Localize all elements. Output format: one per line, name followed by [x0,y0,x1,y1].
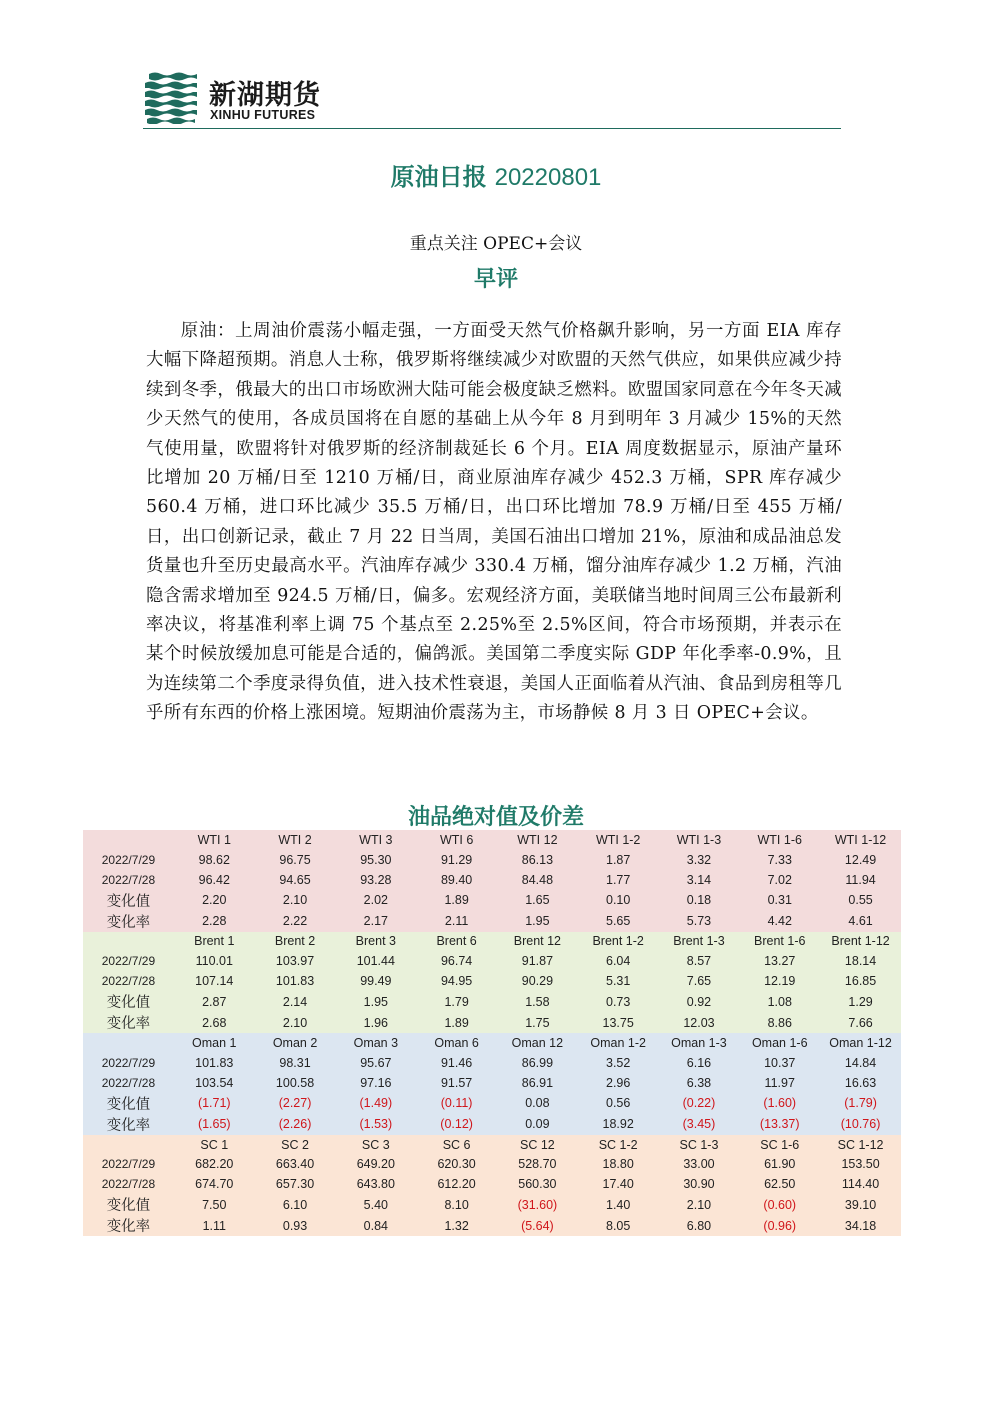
table-cell: 2.10 [659,1194,740,1215]
table-cell: (0.96) [739,1215,820,1236]
row-label: 变化值 [83,1093,174,1114]
table-cell: 18.80 [578,1154,659,1174]
report-title [0,157,992,192]
table-cell: 12.19 [739,971,820,991]
table-cell: 643.80 [335,1174,416,1194]
table-cell: 5.65 [578,911,659,932]
table-cell: 3.14 [659,870,740,890]
table-cell: 103.97 [255,951,336,971]
table-row [83,1073,901,1093]
table-cell: 2.10 [255,1012,336,1033]
table-cell: 98.31 [255,1053,336,1073]
table-row [83,1093,901,1114]
row-label: 变化值 [83,991,174,1012]
column-header: WTI 1-2 [578,830,659,850]
column-header: SC 1-6 [739,1135,820,1155]
column-header: Oman 6 [416,1033,497,1053]
table-cell: 8.05 [578,1215,659,1236]
table-cell: (10.76) [820,1114,901,1135]
table-cell: 91.57 [416,1073,497,1093]
column-header: SC 3 [335,1135,416,1155]
header-blank-cell [83,932,174,952]
table-cell: 110.01 [174,951,255,971]
table-cell: 1.89 [416,1012,497,1033]
table-cell: 84.48 [497,870,578,890]
price-table-heading: 油品绝对值及价差 [407,804,584,830]
table-cell: 1.96 [335,1012,416,1033]
table-cell: 98.62 [174,850,255,870]
logo-english-name: XINHU FUTURES [210,108,316,122]
table-cell: 1.32 [416,1215,497,1236]
oman-header-row [83,1033,901,1053]
header-blank-cell [83,830,174,850]
table-cell: (0.11) [416,1093,497,1114]
column-header: Brent 1-3 [659,932,740,952]
table-cell: 0.84 [335,1215,416,1236]
column-header: WTI 1 [174,830,255,850]
table-cell: (2.26) [255,1114,336,1135]
column-header: Brent 1-12 [820,932,901,952]
row-label: 2022/7/28 [83,870,174,890]
column-header: Oman 1-2 [578,1033,659,1053]
column-header: Brent 3 [335,932,416,952]
table-cell: 86.13 [497,850,578,870]
table-row [83,890,901,911]
column-header: Oman 2 [255,1033,336,1053]
column-header: SC 6 [416,1135,497,1155]
column-header: WTI 3 [335,830,416,850]
wti-header-row [83,830,901,850]
table-row [83,1194,901,1215]
table-cell: 94.65 [255,870,336,890]
table-cell: (31.60) [497,1194,578,1215]
column-header: WTI 12 [497,830,578,850]
table-cell: 7.66 [820,1012,901,1033]
table-cell: 91.87 [497,951,578,971]
table-cell: 4.42 [739,911,820,932]
table-cell: 86.91 [497,1073,578,1093]
report-title-date: 20220801 [494,164,602,191]
row-label: 变化率 [83,911,174,932]
column-header: Brent 1-6 [739,932,820,952]
logo-chinese-name: 新湖期货 [209,80,321,111]
table-cell: 14.84 [820,1053,901,1073]
table-cell: (0.12) [416,1114,497,1135]
table-cell: 1.79 [416,991,497,1012]
table-cell: 7.33 [739,850,820,870]
table-cell: 620.30 [416,1154,497,1174]
table-cell: 0.18 [659,890,740,911]
table-cell: 0.55 [820,890,901,911]
column-header: Oman 1-12 [820,1033,901,1053]
table-cell: (1.60) [739,1093,820,1114]
table-cell: 528.70 [497,1154,578,1174]
table-cell: 2.96 [578,1073,659,1093]
table-cell: (2.27) [255,1093,336,1114]
table-cell: (1.53) [335,1114,416,1135]
sc-header-row [83,1135,901,1155]
column-header: SC 1-3 [659,1135,740,1155]
table-cell: 5.73 [659,911,740,932]
table-cell: 8.86 [739,1012,820,1033]
table-cell: 12.49 [820,850,901,870]
table-cell: 0.93 [255,1215,336,1236]
column-header: Brent 12 [497,932,578,952]
table-cell: 1.65 [497,890,578,911]
table-cell: 1.87 [578,850,659,870]
table-cell: 2.10 [255,890,336,911]
table-cell: 13.27 [739,951,820,971]
table-row [83,971,901,991]
column-header: Oman 12 [497,1033,578,1053]
table-cell: 2.87 [174,991,255,1012]
table-cell: 6.04 [578,951,659,971]
row-label: 2022/7/28 [83,971,174,991]
table-cell: 0.73 [578,991,659,1012]
table-cell: 95.67 [335,1053,416,1073]
table-cell: (1.49) [335,1093,416,1114]
header-blank-cell [83,1033,174,1053]
table-cell: 6.38 [659,1073,740,1093]
table-row [83,991,901,1012]
table-cell: 91.46 [416,1053,497,1073]
brent-header-row [83,932,901,952]
table-cell: 99.49 [335,971,416,991]
table-cell: 2.20 [174,890,255,911]
table-cell: 7.02 [739,870,820,890]
column-header: SC 2 [255,1135,336,1155]
table-cell: 649.20 [335,1154,416,1174]
row-label: 变化率 [83,1012,174,1033]
table-cell: 107.14 [174,971,255,991]
table-cell: 97.16 [335,1073,416,1093]
table-cell: 0.10 [578,890,659,911]
column-header: Oman 1 [174,1033,255,1053]
table-cell: 0.31 [739,890,820,911]
table-cell: 6.16 [659,1053,740,1073]
table-cell: 11.97 [739,1073,820,1093]
table-cell: 1.11 [174,1215,255,1236]
table-cell: 13.75 [578,1012,659,1033]
table-cell: 2.22 [255,911,336,932]
table-cell: 61.90 [739,1154,820,1174]
table-cell: (1.71) [174,1093,255,1114]
column-header: SC 1-2 [578,1135,659,1155]
table-cell: 34.18 [820,1215,901,1236]
table-cell: 101.83 [174,1053,255,1073]
table-cell: 153.50 [820,1154,901,1174]
table-cell: 90.29 [497,971,578,991]
table-cell: 18.14 [820,951,901,971]
table-cell: 5.40 [335,1194,416,1215]
table-row [83,1114,901,1135]
table-cell: 7.65 [659,971,740,991]
column-header: Brent 2 [255,932,336,952]
table-cell: 95.30 [335,850,416,870]
table-cell: 682.20 [174,1154,255,1174]
table-cell: 0.08 [497,1093,578,1114]
table-cell: 39.10 [820,1194,901,1215]
row-label: 变化值 [83,890,174,911]
table-cell: 6.80 [659,1215,740,1236]
table-cell: 2.11 [416,911,497,932]
column-header: WTI 2 [255,830,336,850]
column-header: Brent 6 [416,932,497,952]
table-cell: 1.95 [497,911,578,932]
column-header: SC 1-12 [820,1135,901,1155]
table-cell: 2.28 [174,911,255,932]
table-cell: (1.65) [174,1114,255,1135]
table-cell: 1.29 [820,991,901,1012]
column-header: SC 1 [174,1135,255,1155]
row-label: 2022/7/29 [83,1154,174,1174]
table-row [83,1053,901,1073]
table-cell: 12.03 [659,1012,740,1033]
table-cell: 1.75 [497,1012,578,1033]
header-divider [143,128,841,129]
column-header: Brent 1-2 [578,932,659,952]
table-cell: 0.09 [497,1114,578,1135]
table-cell: 96.75 [255,850,336,870]
company-logo [143,70,343,126]
table-cell: 674.70 [174,1174,255,1194]
table-row [83,870,901,890]
column-header: Oman 1-3 [659,1033,740,1053]
table-cell: 18.92 [578,1114,659,1135]
table-cell: 101.44 [335,951,416,971]
row-label: 2022/7/29 [83,1053,174,1073]
body-paragraph: 原油：上周油价震荡小幅走强，一方面受天然气价格飙升影响，另一方面 EIA 库存大幅下降超预期。消息人士称，俄罗斯将继续减少对欧盟的天然气供应，如果供应减少持续到冬季，俄最大的出口市场欧洲大陆可能会极度缺乏燃料。欧盟国家同意在今年冬天减少天然气的使用，各成员国将在自愿的基础上从今年 8 月到明年 3 月减少 15%的天然气使用量，欧盟将针对俄罗斯的经济制裁延长 6 个月。EIA 周度数据显示，原油产量环比增加 20 万桶/日至 1210 万桶/日，商业原油库存减少 452.3 万桶，SPR 库存减少 560.4 万桶，进口环比减少 35.5 万桶/日，出口环比增加 78.9 万桶/日至 455 万桶/日，出口创新记录，截止 7 月 22 日当周，美国石油出口增加 21%，原油和成品油总发货量也升至历史最高水平。汽油库存减少 330.4 万桶，馏分油库存减少 1.2 万桶，汽油隐含需求增加至 924.5 万桶/日，偏多。宏观经济方面，美联储当地时间周三公布最新利率决议，将基准利率上调 75 个基点至 2.25%至 2.5%区间，符合市场预期，并表示在某个时候放缓加息可能是合适的，偏鸽派。美国第二季度实际 GDP 年化季率-0.9%，且为连续第二个季度录得负值，进入技术性衰退，美国人正面临着从汽油、食品到房租等几乎所有东西的价格上涨困境。短期油价震荡为主，市场静候 8 月 3 日 OPEC+会议。 [146,321,842,724]
table-row [83,951,901,971]
column-header: WTI 6 [416,830,497,850]
oil-price-table [83,830,901,1236]
table-cell: (3.45) [659,1114,740,1135]
wave-logo-icon [143,70,199,124]
table-cell: (13.37) [739,1114,820,1135]
row-label: 2022/7/28 [83,1174,174,1194]
table-cell: 1.08 [739,991,820,1012]
table-cell: 10.37 [739,1053,820,1073]
table-cell: 2.14 [255,991,336,1012]
row-label: 2022/7/29 [83,850,174,870]
table-cell: 1.89 [416,890,497,911]
table-cell: 0.56 [578,1093,659,1114]
table-cell: 103.54 [174,1073,255,1093]
table-cell: 11.94 [820,870,901,890]
table-cell: 1.40 [578,1194,659,1215]
table-cell: 91.29 [416,850,497,870]
table-cell: (0.22) [659,1093,740,1114]
table-cell: 96.42 [174,870,255,890]
table-cell: (5.64) [497,1215,578,1236]
table-cell: (0.60) [739,1194,820,1215]
table-cell: 30.90 [659,1174,740,1194]
row-label: 变化率 [83,1114,174,1135]
table-row [83,1154,901,1174]
table-cell: 62.50 [739,1174,820,1194]
table-cell: 1.95 [335,991,416,1012]
table-cell: 8.57 [659,951,740,971]
column-header: SC 12 [497,1135,578,1155]
table-cell: 93.28 [335,870,416,890]
table-cell: 5.31 [578,971,659,991]
row-label: 2022/7/28 [83,1073,174,1093]
column-header: WTI 1-3 [659,830,740,850]
table-cell: 100.58 [255,1073,336,1093]
table-cell: 657.30 [255,1174,336,1194]
table-cell: 7.50 [174,1194,255,1215]
table-cell: 1.58 [497,991,578,1012]
table-cell: 89.40 [416,870,497,890]
report-title-name: 原油日报 [390,162,487,191]
table-cell: 94.95 [416,971,497,991]
header-blank-cell [83,1135,174,1155]
column-header: Oman 3 [335,1033,416,1053]
table-cell: 16.85 [820,971,901,991]
column-header: Oman 1-6 [739,1033,820,1053]
table-cell: 4.61 [820,911,901,932]
table-cell: 86.99 [497,1053,578,1073]
column-header: Brent 1 [174,932,255,952]
table-cell: 612.20 [416,1174,497,1194]
table-cell: 3.32 [659,850,740,870]
table-row [83,1215,901,1236]
table-cell: 17.40 [578,1174,659,1194]
table-cell: 2.68 [174,1012,255,1033]
oil-price-table-body [83,830,901,1236]
row-label: 变化值 [83,1194,174,1215]
table-cell: 101.83 [255,971,336,991]
table-cell: 560.30 [497,1174,578,1194]
table-row [83,911,901,932]
table-cell: 2.17 [335,911,416,932]
column-header: WTI 1-6 [739,830,820,850]
table-cell: 3.52 [578,1053,659,1073]
table-row [83,850,901,870]
table-cell: 96.74 [416,951,497,971]
table-cell: 114.40 [820,1174,901,1194]
row-label: 2022/7/29 [83,951,174,971]
row-label: 变化率 [83,1215,174,1236]
table-cell: 8.10 [416,1194,497,1215]
report-subtitle: 重点关注 OPEC+会议 [409,234,583,254]
table-row [83,1174,901,1194]
table-cell: 16.63 [820,1073,901,1093]
table-cell: 33.00 [659,1154,740,1174]
table-row [83,1012,901,1033]
table-cell: 2.02 [335,890,416,911]
table-cell: 1.77 [578,870,659,890]
table-cell: 0.92 [659,991,740,1012]
column-header: WTI 1-12 [820,830,901,850]
morning-review-heading: 早评 [473,266,518,292]
table-cell: 6.10 [255,1194,336,1215]
table-cell: (1.79) [820,1093,901,1114]
table-cell: 663.40 [255,1154,336,1174]
